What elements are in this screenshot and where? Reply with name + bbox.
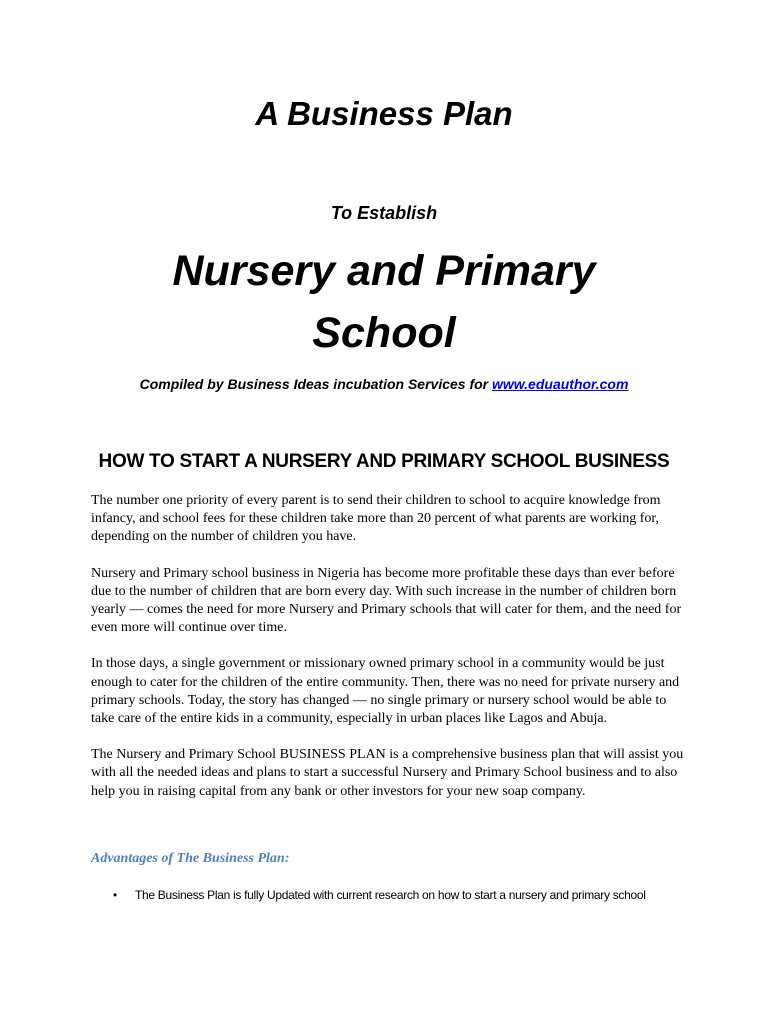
body-text	[91, 492, 687, 819]
paragraph-4: The Nursery and Primary School BUSINESS PLAN is a comprehensive business plan that will assist you with all the needed ideas and plans to start a successful Nursery and Primary School business and to also help you in raising capital from any bank or other investors for your new soap company.	[91, 747, 684, 799]
advantages-heading: Advantages of The Business Plan:	[91, 851, 290, 866]
list-item	[113, 887, 683, 904]
paragraph-3: In those days, a single government or missionary owned primary school in a community would be just enough to cater for the children of the entire community. Then, there was no need for private nursery and primary schools. Today, the story has changed — no single primary or nursery school would be able to take care of the entire kids in a community, especially in urban places like Lagos and Abuja.	[91, 656, 680, 727]
eduauthor-link[interactable]: www.eduauthor.com	[492, 376, 629, 392]
bullet-icon: •	[113, 888, 117, 902]
section-heading: HOW TO START A NURSERY AND PRIMARY SCHOOL BUSINESS	[98, 451, 670, 472]
document-title: A Business Plan	[255, 95, 513, 132]
paragraph-2: Nursery and Primary school business in Nigeria has become more profitable these days than ever before due to the number of children that are born every day. With such increase in the number of children born yearly — comes the need for more Nursery and Primary schools that will cater for them, and the need for even more will continue over time.	[91, 565, 682, 636]
advantages-list	[113, 887, 683, 904]
compiled-by-text: Compiled by Business Ideas incubation Services for	[139, 376, 493, 392]
document-subtitle: To Establish	[330, 203, 438, 223]
paragraph-1: The number one priority of every parent is to send their children to school to acquire knowledge from infancy, and school fees for these children take more than 20 percent of what parents are working for, depending on the number of children you have.	[91, 493, 661, 545]
list-item-text: The Business Plan is fully Updated with current research on how to start a nursery and primary school	[135, 888, 646, 902]
compiled-by-line	[0, 374, 768, 394]
main-title: Nursery and Primary School	[172, 247, 596, 357]
